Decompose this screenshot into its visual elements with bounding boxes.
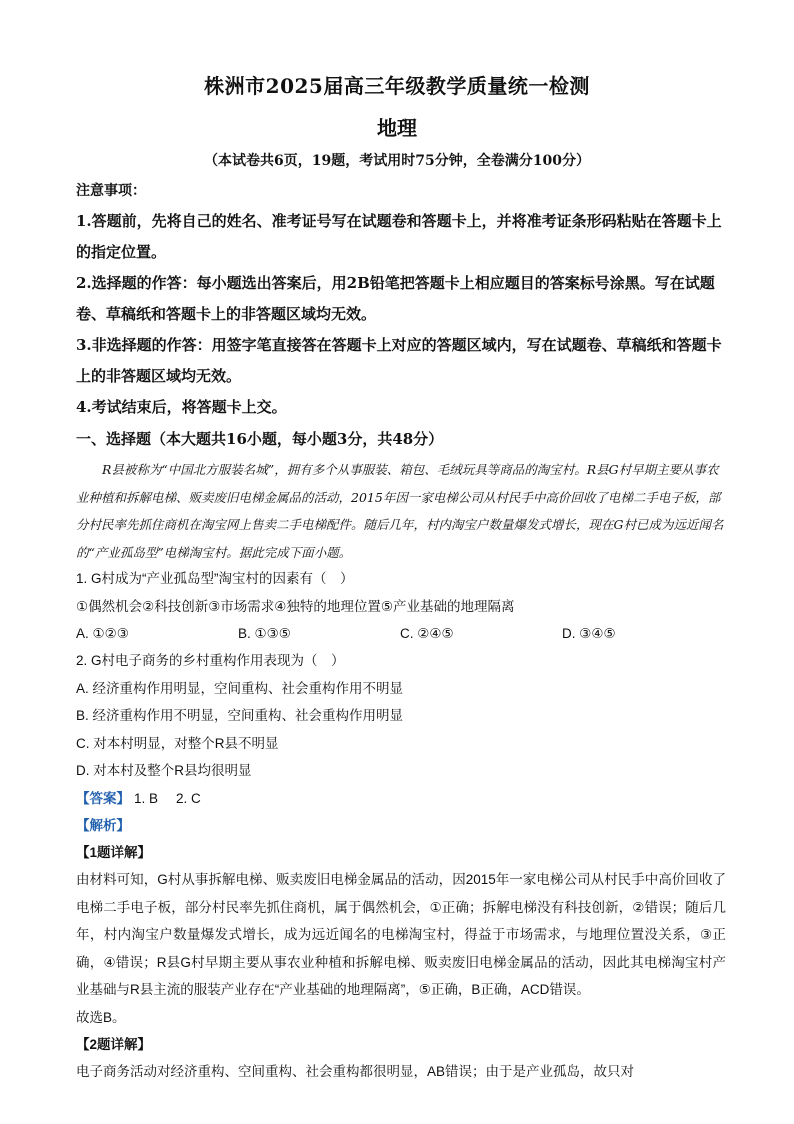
option-b[interactable]: B. ①③⑤ xyxy=(238,626,291,641)
notes-list xyxy=(76,206,726,423)
notes-heading: 注意事项： xyxy=(76,183,146,199)
detail-1-heading: 【1题详解】 xyxy=(76,845,152,860)
answer-section xyxy=(76,785,726,1086)
answer-q2: 2. C xyxy=(176,791,201,806)
option-d[interactable]: D. 对本村及整个R县均很明显 xyxy=(76,763,252,778)
detail-1-text: 由材料可知，G村从事拆解电梯、贩卖废旧电梯金属品的活动，因2015年一家电梯公司从村民手中高价回收了电梯二手电子板，部分村民率先抓住商机，属于偶然机会，①正确；拆解电梯没有科技创新，②错误；随后几年，村内淘宝户数量爆发式增长，成为远近闻名的电梯淘宝村，得益于市场需求，与地理位置没关系，③正确，④错误；R县G村早期主要从事农业种植和拆解电梯、贩卖废旧电梯金属品的活动，因此其电梯淘宝村产业基础与R县主流的服装产业存在“产业基础的地理隔离”，⑤正确，B正确，ACD错误。 xyxy=(76,872,726,997)
detail-2-text: 电子商务活动对经济重构、空间重构、社会重构都很明显，AB错误；由于是产业孤岛，故只对 xyxy=(76,1064,635,1079)
section-heading: 一、选择题（本大题共16小题，每小题3分，共48分） xyxy=(76,430,444,448)
answer-line xyxy=(76,785,726,812)
option-a[interactable]: A. 经济重构作用明显，空间重构、社会重构作用不明显 xyxy=(76,680,404,696)
answer-label: 【答案】 xyxy=(76,791,130,806)
question-stem: 2. G村电子商务的乡村重构作用表现为（ ） xyxy=(76,653,345,668)
subject-title: 地理 xyxy=(377,116,417,140)
note-item: 2.选择题的作答：每小题选出答案后，用2B铅笔把答题卡上相应题目的答案标号涂黑。写在试题卷、草稿纸和答题卡上的非答题区域均无效。 xyxy=(76,274,715,323)
question-1 xyxy=(76,565,726,648)
answer-q1: 1. B xyxy=(134,791,159,806)
option-a[interactable]: A. ①②③ xyxy=(76,626,129,641)
note-item: 4.考试结束后，将答题卡上交。 xyxy=(76,398,287,416)
exam-title: 株洲市2025届高三年级教学质量统一检测 xyxy=(204,74,590,98)
detail-1-conclusion: 故选B。 xyxy=(76,1009,126,1025)
detail-2-heading: 【2题详解】 xyxy=(76,1037,152,1052)
exam-info: （本试卷共6页，19题，考试用时75分钟，全卷满分100分） xyxy=(204,153,590,169)
note-item: 3.非选择题的作答：用签字笔直接答在答题卡上对应的答题区域内，写在试题卷、草稿纸和答题卡上的非答题区域均无效。 xyxy=(76,336,722,385)
choices-line: ①偶然机会②科技创新③市场需求④独特的地理位置⑤产业基础的地理隔离 xyxy=(76,598,515,614)
option-c[interactable]: C. ②④⑤ xyxy=(400,626,454,641)
note-item: 1.答题前，先将自己的姓名、准考证号写在试题卷和答题卡上，并将准考证条形码粘贴在答题卡上的指定位置。 xyxy=(76,212,722,261)
question-2 xyxy=(76,647,726,785)
material-passage: R县被称为“中国北方服装名城”，拥有多个从事服装、箱包、毛绒玩具等商品的淘宝村。R县G村早期主要从事农业种植和拆解电梯、贩卖废旧电梯金属品的活动，2015年因一家电梯公司从村民手中高价回收了电梯二手电子板，部分村民率先抓住商机在淘宝网上售卖二手电梯配件。随后几年，村内淘宝户数量爆发式增长，现在G村已成为远近闻名的“产业孤岛型”电梯淘宝村。据此完成下面小题。 xyxy=(76,462,724,560)
option-d[interactable]: D. ③④⑤ xyxy=(562,626,616,641)
option-c[interactable]: C. 对本村明显，对整个R县不明显 xyxy=(76,735,279,751)
option-b[interactable]: B. 经济重构作用不明显，空间重构、社会重构作用明显 xyxy=(76,708,404,723)
options-row xyxy=(76,620,726,648)
question-stem: 1. G村成为“产业孤岛型”淘宝村的因素有（ ） xyxy=(76,571,354,586)
analysis-label: 【解析】 xyxy=(76,818,130,833)
